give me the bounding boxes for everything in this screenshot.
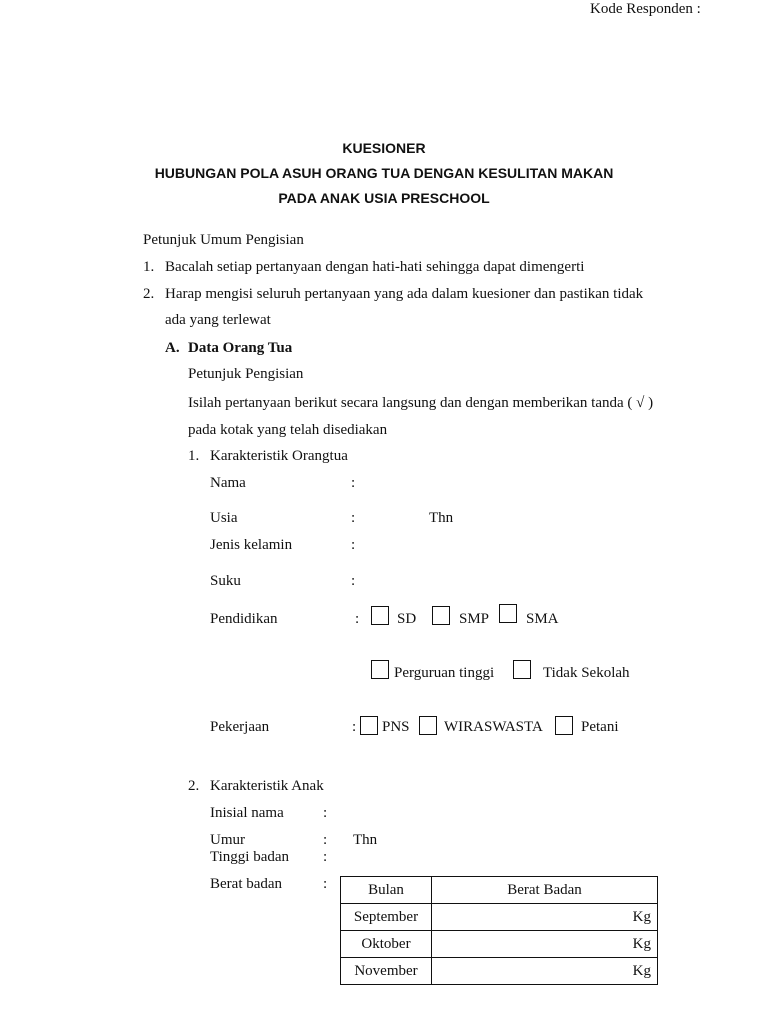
table-row [341,958,658,985]
petunjuk-2-text: Harap mengisi seluruh pertanyaan yang ada dalam kuesioner dan pastikan tidak [165,286,644,302]
bulan-cell: September [341,904,432,931]
table-row [341,904,658,931]
berat-cell[interactable]: Kg [432,904,658,931]
petunjuk-1-text: Bacalah setiap pertanyaan dengan hati-hati sehingga dapat dimengerti [165,259,585,275]
title-kuesioner: KUESIONER [342,140,426,156]
berat-colon: : [323,876,328,892]
anak-heading: Karakteristik Anak [210,778,324,794]
petunjuk-pengisian-heading: Petunjuk Pengisian [188,366,304,382]
checkbox-sma[interactable] [499,604,517,623]
option-pns-label: PNS [382,719,410,735]
petunjuk-2-text-cont: ada yang terlewat [165,312,271,328]
nama-colon: : [351,475,356,491]
berat-cell[interactable]: Kg [432,958,658,985]
berat-cell[interactable]: Kg [432,931,658,958]
header-berat-badan: Berat Badan [432,877,658,904]
checkbox-pns[interactable] [360,716,378,735]
pendidikan-label: Pendidikan [210,611,278,627]
title-line-3: PADA ANAK USIA PRESCHOOL [278,190,490,206]
orangtua-heading: Karakteristik Orangtua [210,448,348,464]
berat-badan-table [340,876,658,985]
checkbox-sd[interactable] [371,606,389,625]
jenis-kelamin-colon: : [351,537,356,553]
title-line-2: HUBUNGAN POLA ASUH ORANG TUA DENGAN KESULITAN MAKAN [154,165,614,181]
suku-colon: : [351,573,356,589]
inisial-label: Inisial nama [210,805,284,821]
table-row [341,931,658,958]
option-tidak-sekolah-label: Tidak Sekolah [543,665,630,681]
suku-label: Suku [210,573,241,589]
bulan-cell: Oktober [341,931,432,958]
bulan-cell: November [341,958,432,985]
pekerjaan-label: Pekerjaan [210,719,270,735]
petunjuk-2-number: 2. [143,286,155,302]
petunjuk-1-number: 1. [143,259,155,275]
kode-responden-label: Kode Responden : [590,1,701,17]
anak-number: 2. [188,778,200,794]
checkbox-petani[interactable] [555,716,573,735]
option-perguruan-tinggi-label: Perguruan tinggi [394,665,495,681]
usia-unit: Thn [429,510,454,526]
nama-label: Nama [210,475,246,491]
jenis-kelamin-label: Jenis kelamin [210,537,293,553]
option-sd-label: SD [397,611,417,627]
option-petani-label: Petani [581,719,619,735]
umur-label: Umur [210,832,245,848]
section-a-title: Data Orang Tua [188,340,293,356]
usia-label: Usia [210,510,238,526]
pekerjaan-colon: : [352,719,357,735]
umur-colon: : [323,832,328,848]
option-sma-label: SMA [526,611,559,627]
option-smp-label: SMP [459,611,490,627]
instruksi-line-2: pada kotak yang telah disediakan [188,422,388,438]
orangtua-number: 1. [188,448,200,464]
checkbox-smp[interactable] [432,606,450,625]
tinggi-colon: : [323,849,328,865]
checkbox-wiraswasta[interactable] [419,716,437,735]
berat-label: Berat badan [210,876,283,892]
instruksi-line-1: Isilah pertanyaan berikut secara langsung dan dengan memberikan tanda ( √ ) [188,395,654,411]
usia-colon: : [351,510,356,526]
petunjuk-umum-heading: Petunjuk Umum Pengisian [143,232,304,248]
pendidikan-colon: : [355,611,360,627]
table-header-row [341,877,658,904]
option-wiraswasta-label: WIRASWASTA [444,719,543,735]
tinggi-label: Tinggi badan [210,849,290,865]
header-bulan: Bulan [341,877,432,904]
checkbox-perguruan-tinggi[interactable] [371,660,389,679]
umur-unit: Thn [353,832,378,848]
section-a-label: A. [165,340,180,356]
checkbox-tidak-sekolah[interactable] [513,660,531,679]
inisial-colon: : [323,805,328,821]
